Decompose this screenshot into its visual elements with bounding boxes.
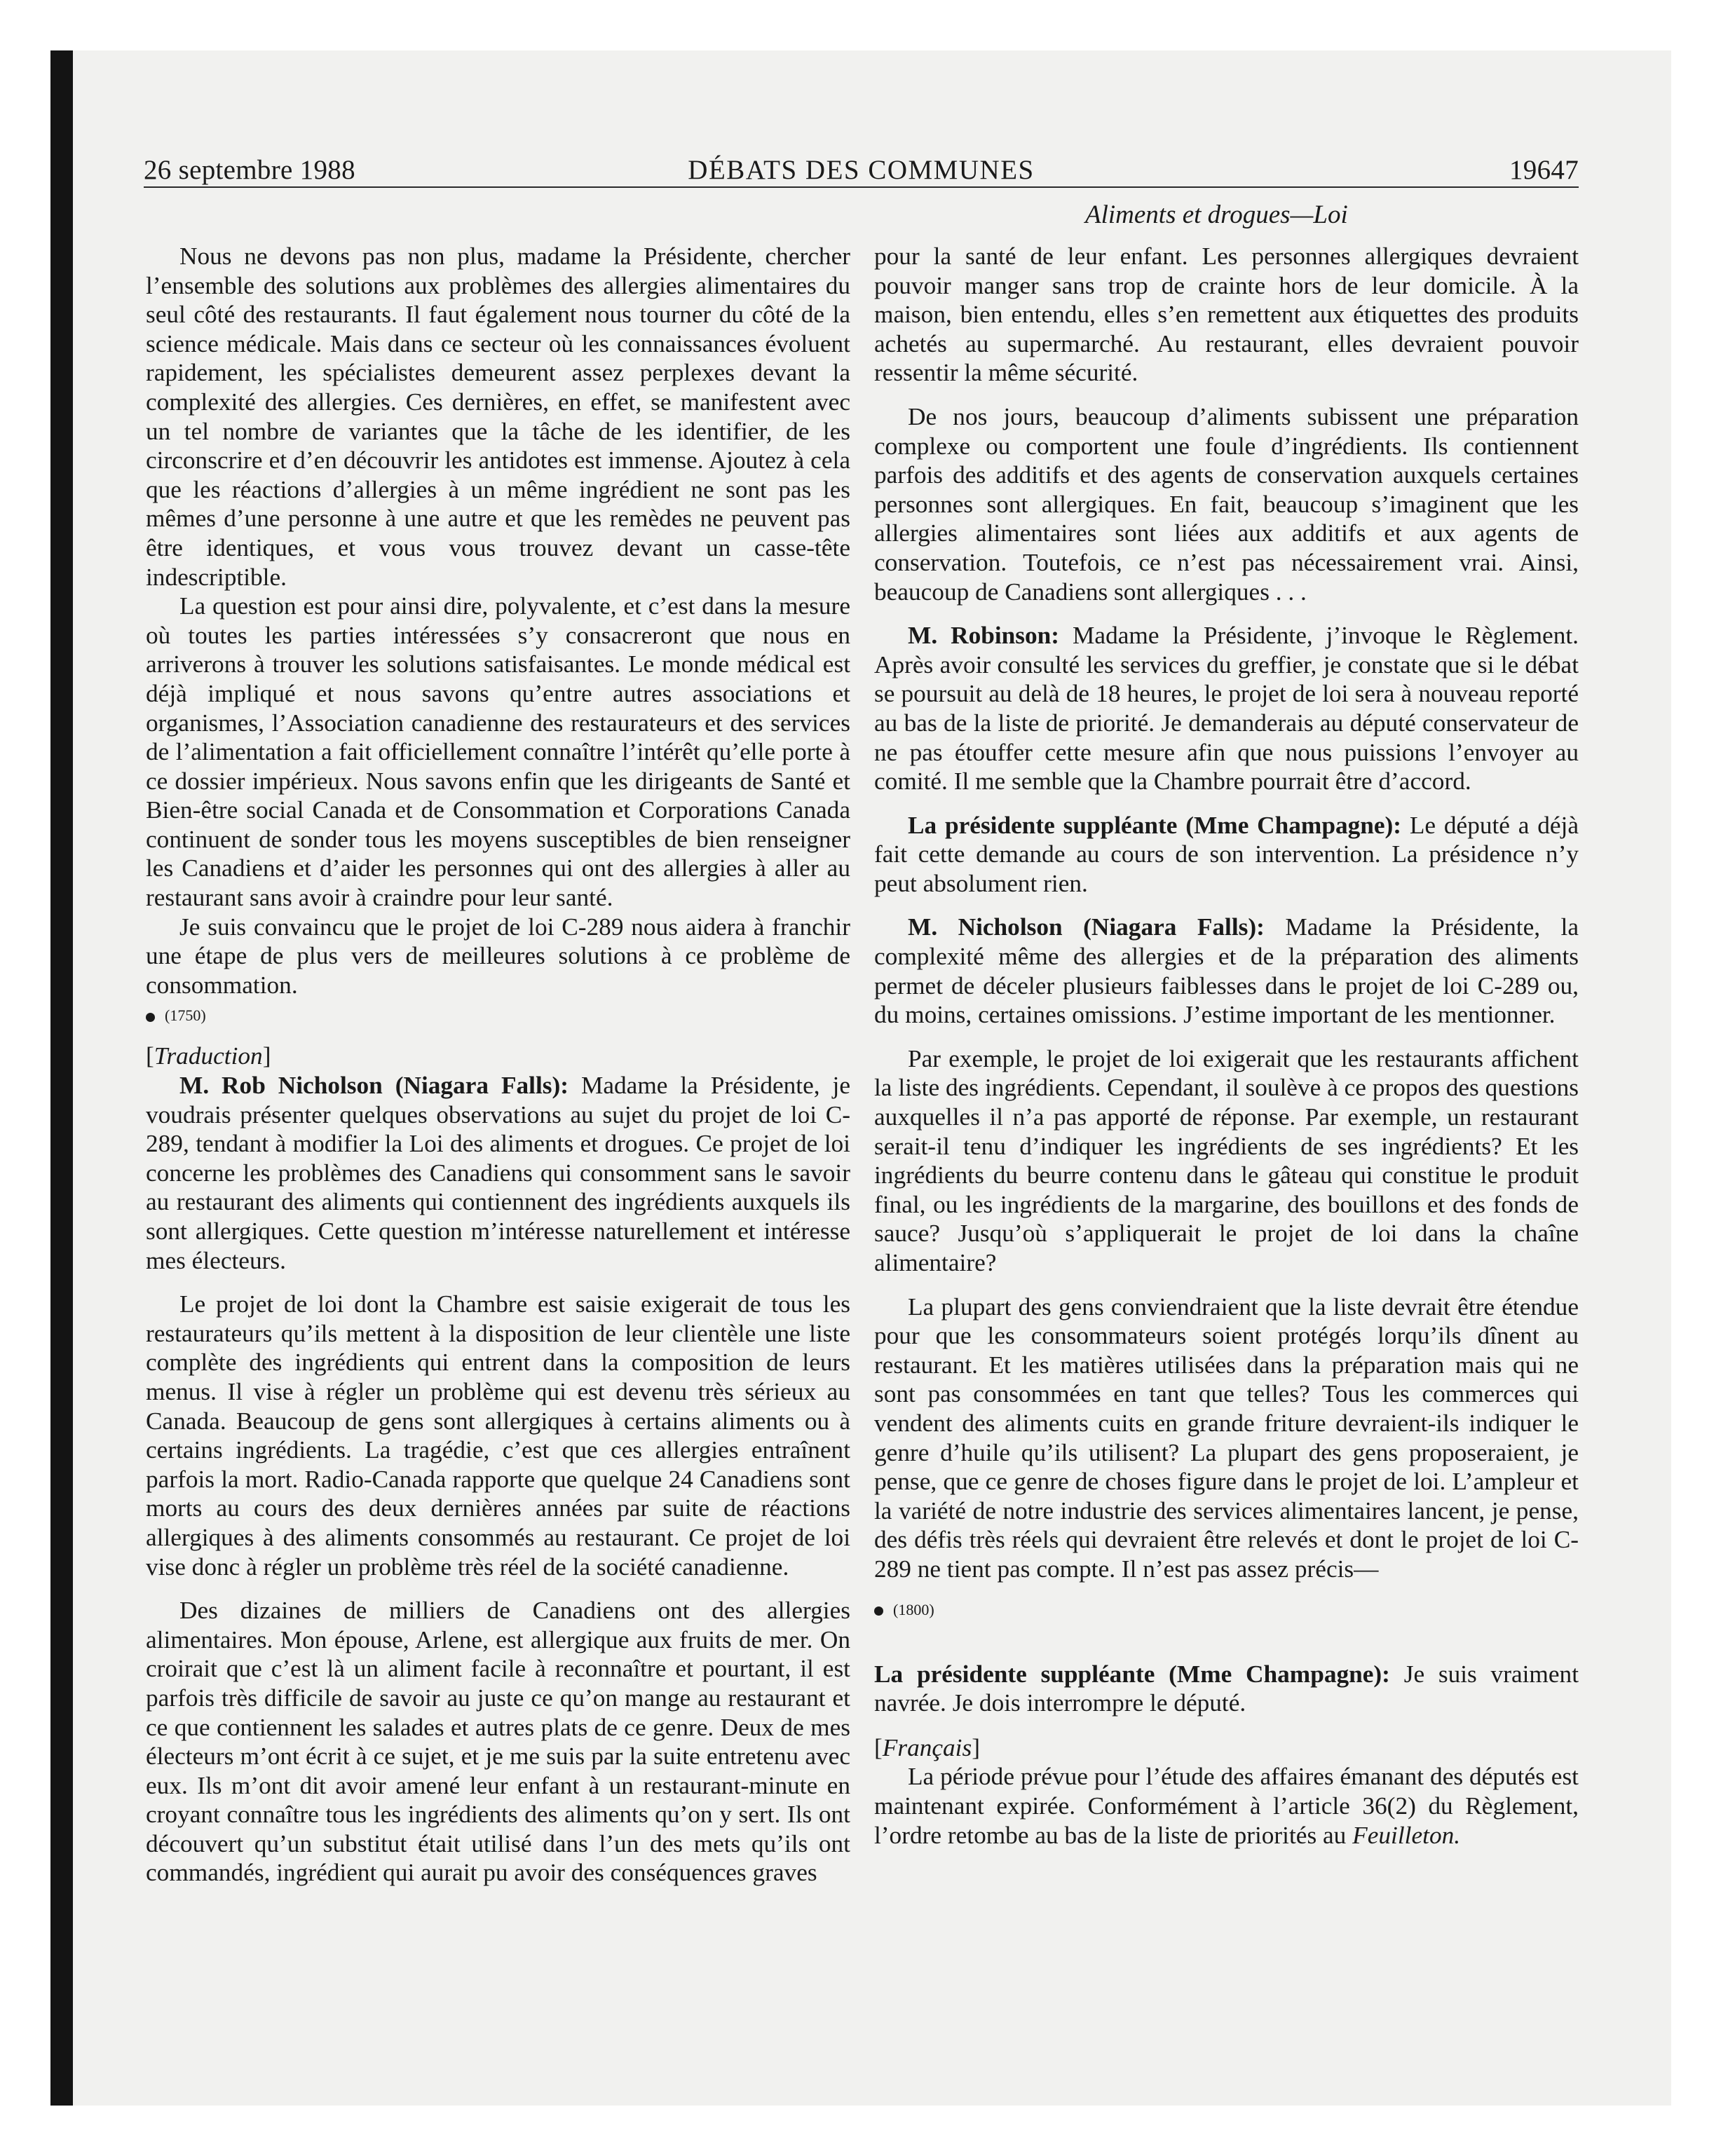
speech-paragraph [874,1660,1579,1718]
speech-text: Je suis vraiment navrée. Je dois interrompre le député. [874,1660,1579,1717]
header-title: DÉBATS DES COMMUNES [688,155,1035,185]
header-rule [144,186,1579,188]
paragraph: Nous ne devons pas non plus, madame la Présidente, chercher l’ensemble des solutions aux problèmes des allergies alimentaires du seul côté des restaurants. Il faut également nous tourner du côté de la science médicale. Mais dans ce secteur où les connaissances évoluent rapidement, les spécialistes demeurent assez perplexes devant la complexité des allergies. Ces dernières, en effet, se manifestent avec un tel nombre de variantes que la tâche de les identifier, de les circonscrire et d’en découvrir les antidotes est immense. Ajoutez à cela que les réactions d’allergies à un même ingrédient ne sont pas les mêmes d’une personne à une autre et que les remèdes ne peuvent pas être identiques, et vous vous trouvez devant un casse-tête indescriptible. [146,243,850,591]
language-marker-text: Français [882,1733,972,1761]
language-marker: [Français] [874,1733,980,1761]
paragraph [874,1762,1579,1850]
binding-edge [50,50,73,2106]
bullet-icon [146,1013,155,1022]
paragraph: pour la santé de leur enfant. Les personnes allergiques devraient pouvoir manger sans trop de crainte hors de leur domicile. À la maison, bien entendu, elles s’en remettent aux étiquettes des produits achetés au supermarché. Au restaurant, elles devraient pouvoir ressentir la même sécurité. [874,243,1579,387]
speech-paragraph [874,621,1579,796]
time-marker-text: (1750) [165,1007,206,1025]
paragraph: De nos jours, beaucoup d’aliments subissent une préparation complexe ou comportent une foule d’ingrédients. Ils contiennent parfois des additifs et des agents de conservation auxquels certaines personnes sont allergiques. En fait, beaucoup s’imaginent que les allergies alimentaires sont liées aux additifs et aux agents de conservation. Toutefois, ce n’est pas nécessairement vrai. Ainsi, beaucoup de Canadiens sont allergiques . . . [874,402,1579,606]
speech-text: Madame la Présidente, je voudrais présenter quelques observations au sujet du projet de loi C-289, tendant à modifier la Loi des aliments et drogues. Ce projet de loi concerne les problèmes des Canadiens qui consomment sans le savoir au restaurant des aliments qui contiennent des ingrédients auxquels ils sont allergiques. Cette question m’intéresse naturellement et intéresse mes électeurs. [146,1072,850,1274]
speech-text: Madame la Présidente, la complexité même des allergies et de la préparation des aliments permet de déceler plusieurs faiblesses dans le projet de loi C-289 ou, du moins, certaines omissions. J’estime important de les mentionner. [874,913,1579,1029]
speech-paragraph [874,811,1579,899]
spacer [874,1633,1579,1660]
running-head: Aliments et drogues—Loi [1085,200,1348,229]
speaker-name: M. Nicholson (Niagara Falls): [908,913,1265,941]
paragraph: La question est pour ainsi dire, polyvalente, et c’est dans la mesure où toutes les parties intéressées s’y consacreront que nous en arriverons à trouver les solutions satisfaisantes. Le monde médical est déjà impliqué et nous savons qu’entre autres associations et organismes, l’Association canadienne des restaurateurs et des services de l’alimentation a fait officiellement connaître l’intérêt qu’elle porte à ce dossier impérieux. Nous savons enfin que les dirigeants de Santé et Bien-être social Canada et de Consommation et Corporations Canada continuent de sonder tous les moyens susceptibles de bien renseigner les Canadiens et d’aider les personnes qui ont des allergies à aller au restaurant sans avoir à craindre pour leur santé. [146,592,850,912]
speaker-name: La présidente suppléante (Mme Champagne): [908,811,1402,839]
speaker-name: M. Rob Nicholson (Niagara Falls): [179,1072,569,1100]
page-header [144,151,1579,190]
paragraph-text: La période prévue pour l’étude des affaires émanant des députés est maintenant expirée. Conformément à l’article 36(2) du Règlement, l’ordre retombe au bas de la liste de priorités au [874,1763,1579,1849]
speaker-name: La présidente suppléante (Mme Champagne): [874,1660,1390,1688]
paragraph: Je suis convaincu que le projet de loi C-289 nous aidera à franchir une étape de plus vers de meilleures solutions à ce problème de consommation. [146,913,850,999]
header-page-number: 19647 [1509,155,1579,185]
paragraph: Le projet de loi dont la Chambre est saisie exigerait de tous les restaurateurs qu’ils mettent à la disposition de leur clientèle une liste complète des ingrédients qui entrent dans la composition de leurs menus. Il vise à régler un problème qui est devenu très sérieux au Canada. Beaucoup de gens sont allergiques à certains aliments ou à certains ingrédients. La tragédie, c’est que ces allergies entraînent parfois la mort. Radio-Canada rapporte que quelque 24 Canadiens sont morts au cours des deux dernières années par suite de réactions allergiques à des aliments consommés au restaurant. Ce projet de loi vise donc à régler un problème très réel de la société canadienne. [146,1290,850,1581]
speaker-name: M. Robinson: [908,622,1060,650]
time-marker [146,1005,850,1026]
bullet-icon [874,1606,883,1616]
right-column [874,242,1579,1850]
left-column [146,242,850,1888]
paragraph: La plupart des gens conviendraient que la liste devrait être étendue pour que les consommateurs soient protégés lorqu’ils dînent au restaurant. Et les matières utilisées dans la préparation mais qui ne sont pas consommées en tant que telles? Tous les commerces qui vendent des aliments cuits en grande friture devraient-ils indiquer le genre d’huile qu’ils utilisent? La plupart des gens proposeraient, je pense, que ce genre de choses figure dans le projet de loi. L’ampleur et la variété de notre industrie des services alimentaires lancent, je pense, des défis très réels qui devraient être relevés et dont le projet de loi C-289 ne tient pas compte. Il n’est pas assez précis— [874,1292,1579,1583]
speech-paragraph [874,913,1579,1029]
speech-text: Madame la Présidente, j’invoque le Règlement. Après avoir consulté les services du greffier, je constate que si le débat se poursuit au delà de 18 heures, le projet de loi sera à nouveau reporté au bas de la liste de priorité. Je demanderais au député conservateur de ne pas étouffer cette mesure afin que nous puissions l’envoyer au comité. Il me semble que la Chambre pourrait être d’accord. [874,622,1579,796]
speech-paragraph [146,1071,850,1275]
time-marker [874,1599,1579,1621]
time-marker-text: (1800) [893,1600,934,1618]
language-marker: [Traduction] [146,1042,271,1070]
paragraph: Des dizaines de milliers de Canadiens ont des allergies alimentaires. Mon épouse, Arlene, est allergique aux fruits de mer. On croirait que c’est là un aliment facile à reconnaître et pourtant, il est parfois très difficile de savoir au juste ce qu’on mange au restaurant et ce que contiennent les salades et autres plats de ce genre. Deux de mes électeurs m’ont écrit à ce sujet, et je me suis par la suite entretenu avec eux. Ils m’ont dit avoir amené leur enfant à un restaurant-minute en croyant connaître tous les ingrédients des aliments qu’on y sert. Ils ont découvert qu’un substitut était utilisé dans l’un des mets qu’ils ont commandés, ingrédient qui aurait pu avoir des conséquences graves [146,1597,850,1887]
paragraph-italic-text: Feuilleton. [1352,1821,1461,1849]
header-date: 26 septembre 1988 [144,155,355,185]
speech-text: Le député a déjà fait cette demande au cours de son intervention. La présidence n’y peut absolument rien. [874,811,1579,897]
language-marker-text: Traduction [154,1042,263,1070]
paragraph: Par exemple, le projet de loi exigerait que les restaurants affichent la liste des ingrédients. Cependant, il soulève à ce propos des questions auxquelles il n’a pas apporté de réponse. Par exemple, un restaurant serait-il tenu d’indiquer les ingrédients de ses ingrédients? Et les ingrédients du beurre contenu dans le gâteau qui constitue le produit final, ou les ingrédients de la margarine, des bouillons et des fonds de sauce? Jusqu’où s’appliquerait le projet de loi dans la chaîne alimentaire? [874,1044,1579,1276]
